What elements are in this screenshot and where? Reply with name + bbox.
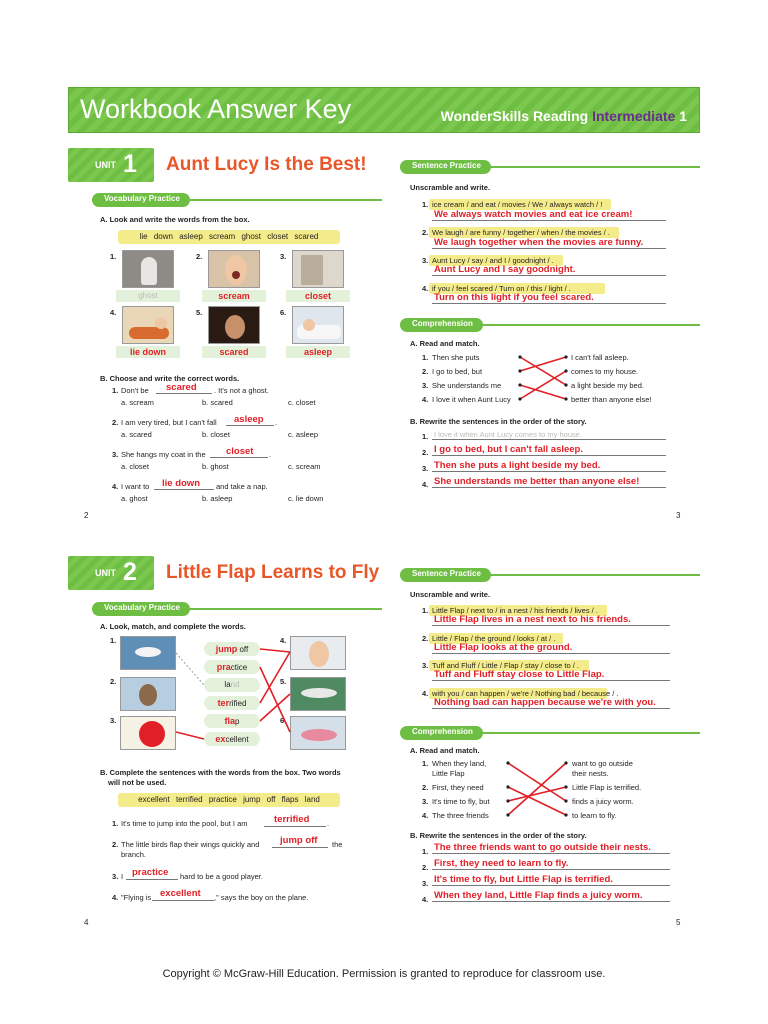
series-level: Intermediate	[592, 108, 676, 124]
match-number: 4.	[422, 395, 429, 404]
chip-answer: jump	[215, 644, 238, 654]
item-text: I am very tired, but I can't fall	[121, 418, 217, 427]
item-number: 4.	[112, 482, 119, 491]
scrambled-prompt: Little Flap / next to / in a nest / his friends / lives / .	[432, 606, 598, 615]
answer-text: When they land, Little Flap finds a juicy worm.	[434, 890, 643, 901]
answer-text: The three friends want to go outside their nests.	[434, 842, 651, 853]
instruction: Unscramble and write.	[410, 183, 491, 192]
unit-word: UNIT	[95, 568, 116, 578]
choice-b: b. closet	[202, 430, 230, 439]
item-number: 4.	[422, 689, 429, 698]
answer-text: excellent	[160, 888, 201, 899]
section-vocabulary-practice: Vocabulary Practice	[92, 602, 190, 616]
match-line	[520, 371, 566, 399]
order-number: 2.	[422, 448, 429, 457]
order-example: I love it when Aunt Lucy comes to my house.	[434, 430, 582, 439]
item-text: the	[332, 840, 343, 849]
scrambled-prompt: Tuff and Fluff / Little / Flap / stay / close to / .	[432, 661, 580, 670]
picture-number: 2.	[196, 252, 203, 261]
item-number: 1.	[112, 819, 119, 828]
match-right: their nests.	[572, 769, 609, 778]
instruction-a: A. Look, match, and complete the words.	[100, 622, 246, 631]
item-text: .	[269, 450, 272, 459]
unit1-panel	[68, 142, 700, 522]
unit-number: 2	[123, 558, 137, 586]
choice-a: a. closet	[121, 462, 149, 471]
unit2-panel	[68, 550, 700, 930]
answer-text: terrified	[274, 814, 310, 825]
answer-text: scared	[166, 382, 197, 393]
answer-text: It's time to fly, but Little Flap is terrified.	[434, 874, 613, 885]
match-line	[508, 763, 566, 801]
match-number: 4.	[422, 811, 429, 820]
series-title	[441, 108, 687, 124]
series-name: WonderSkills Reading	[440, 108, 589, 124]
match-line	[520, 385, 566, 399]
item-number: 1.	[112, 386, 119, 395]
chip-text: p	[235, 717, 240, 726]
chip-text: off	[237, 645, 249, 654]
unit2-title: Little Flap Learns to Fly	[166, 562, 380, 583]
answer-label: lie down	[116, 346, 180, 358]
order-number: 4.	[422, 895, 429, 904]
choice-b: b. ghost	[202, 462, 229, 471]
item-number: 2.	[112, 840, 119, 849]
item-text: hard to be a good player.	[180, 872, 263, 881]
chip-text: rified	[229, 699, 247, 708]
instruction: Unscramble and write.	[410, 590, 491, 599]
item-text: .	[327, 819, 330, 828]
answer-text: Turn on this light if you feel scared.	[434, 292, 594, 303]
match-right: better than anyone else!	[571, 395, 652, 404]
instruction-b: B. Choose and write the correct words.	[100, 374, 240, 383]
chip-answer: ex	[215, 734, 226, 744]
match-right: Little Flap is terrified.	[572, 783, 642, 792]
match-line	[520, 357, 566, 371]
item-number: 2.	[112, 418, 119, 427]
instruction-a: A. Look and write the words from the box.	[100, 215, 250, 224]
order-number: 3.	[422, 879, 429, 888]
match-left: Little Flap	[432, 769, 465, 778]
picture-number: 5.	[196, 308, 203, 317]
item-number: 3.	[112, 872, 119, 881]
match-right: finds a juicy worm.	[572, 797, 634, 806]
page-number-right: 3	[676, 511, 681, 520]
item-number: 1.	[422, 606, 429, 615]
item-text: The little birds flap their wings quickly and	[121, 840, 260, 849]
match-line	[508, 787, 566, 815]
match-left: I love it when Aunt Lucy	[432, 395, 511, 404]
match-left: First, they need	[432, 783, 484, 792]
picture-number: 6.	[280, 308, 287, 317]
order-number: 2.	[422, 863, 429, 872]
item-text: "Flying is	[121, 893, 152, 902]
item-text: I want to	[121, 482, 150, 491]
item-number: 4.	[422, 284, 429, 293]
match-right: I can't fall asleep.	[571, 353, 629, 362]
picture-number: 4.	[110, 308, 117, 317]
item-number: 3.	[112, 450, 119, 459]
match-number: 1.	[422, 353, 429, 362]
match-left: The three friends	[432, 811, 489, 820]
item-text: I	[121, 872, 124, 881]
instruction-a: A. Read and match.	[410, 746, 480, 755]
answer-text: jump off	[280, 835, 318, 846]
picture-number: 2.	[110, 677, 117, 686]
section-sentence-practice: Sentence Practice	[400, 568, 491, 582]
page-number-right: 5	[676, 918, 681, 927]
page-title: Workbook Answer Key	[80, 94, 352, 124]
answer-text: Little Flap lives in a nest next to his friends.	[434, 614, 631, 625]
answer-label: scream	[202, 290, 266, 302]
item-text: ," says the boy on the plane.	[214, 893, 309, 902]
match-number: 1.	[422, 759, 429, 768]
match-right: want to go outside	[572, 759, 633, 768]
answer-text: Tuff and Fluff stay close to Little Flap.	[434, 669, 605, 680]
instruction-b: B. Rewrite the sentences in the order of the story.	[410, 831, 587, 840]
picture-number: 6.	[280, 716, 287, 725]
answer-text: Aunt Lucy and I say goodnight.	[434, 264, 576, 275]
item-text: and take a nap.	[216, 482, 268, 491]
choice-a: a. scream	[121, 398, 154, 407]
picture-number: 1.	[110, 636, 117, 645]
choice-b: b. scared	[202, 398, 233, 407]
order-number: 3.	[422, 464, 429, 473]
item-text: Don't be	[121, 386, 149, 395]
unit-word: UNIT	[95, 160, 116, 170]
word-box: excellent terrified practice jump off flaps land	[118, 793, 340, 807]
answer-text: First, they need to learn to fly.	[434, 858, 569, 869]
item-number: 3.	[422, 256, 429, 265]
choice-c: c. lie down	[288, 494, 324, 503]
chip-text: la	[224, 680, 231, 689]
answer-text: Nothing bad can happen because we're with you.	[434, 697, 656, 708]
scrambled-prompt: We laugh / are funny / together / when / the movies / .	[432, 228, 610, 237]
instruction-a: A. Read and match.	[410, 339, 480, 348]
instruction-b-line2: will not be used.	[108, 778, 167, 787]
answer-text: asleep	[234, 414, 264, 425]
unit1-title: Aunt Lucy Is the Best!	[166, 154, 367, 175]
choice-a: a. scared	[121, 430, 152, 439]
item-text: She hangs my coat in the	[121, 450, 206, 459]
series-level-number: 1	[679, 108, 687, 124]
choice-b: b. asleep	[202, 494, 233, 503]
picture-number: 3.	[280, 252, 287, 261]
match-number: 3.	[422, 797, 429, 806]
order-number: 4.	[422, 480, 429, 489]
answer-text: She understands me better than anyone else!	[434, 476, 640, 487]
item-text: branch.	[121, 850, 147, 859]
scrambled-prompt: with you / can happen / we're / Nothing bad / because / .	[432, 689, 619, 698]
item-text: .	[275, 418, 278, 427]
answer-line	[432, 428, 666, 440]
choice-a: a. ghost	[121, 494, 148, 503]
match-right: to learn to fly.	[572, 811, 617, 820]
match-right: comes to my house.	[571, 367, 639, 376]
choice-c: c. asleep	[288, 430, 319, 439]
scrambled-prompt: Little / Flap / the ground / looks / at / .	[432, 634, 556, 643]
chip-example: nd	[230, 680, 240, 689]
choice-c: c. closet	[288, 398, 316, 407]
picture-number: 4.	[280, 636, 287, 645]
scrambled-prompt: ice cream / and eat / movies / We / always watch / !	[432, 200, 603, 209]
answer-text: We laugh together when the movies are funny.	[434, 237, 644, 248]
chip-text: ctice	[230, 663, 248, 672]
order-number: 1.	[422, 432, 429, 441]
item-number: 3.	[422, 661, 429, 670]
match-right: a light beside my bed.	[571, 381, 644, 390]
match-lines	[68, 550, 700, 930]
scrambled-prompt: if you / feel scared / Turn on / this / light / .	[432, 284, 571, 293]
section-vocabulary-practice: Vocabulary Practice	[92, 193, 190, 207]
item-text: It's time to jump into the pool, but I am	[121, 819, 248, 828]
match-left: When they land,	[432, 759, 487, 768]
match-left: I go to bed, but	[432, 367, 483, 376]
item-number: 1.	[422, 200, 429, 209]
match-number: 2.	[422, 367, 429, 376]
item-number: 2.	[422, 634, 429, 643]
answer-text: practice	[132, 867, 169, 878]
chip-answer: ter	[217, 698, 230, 708]
item-number: 4.	[112, 893, 119, 902]
order-number: 1.	[422, 847, 429, 856]
item-number: 2.	[422, 228, 429, 237]
picture-number: 5.	[280, 677, 287, 686]
chip-answer: pra	[216, 662, 231, 672]
answer-text: We always watch movies and eat ice cream!	[434, 209, 633, 220]
match-left: Then she puts	[432, 353, 480, 362]
copyright-notice: Copyright © McGraw-Hill Education. Permission is granted to reproduce for classroom use.	[162, 968, 606, 980]
answer-text: I go to bed, but I can't fall asleep.	[434, 444, 583, 455]
picture-number: 1.	[110, 252, 117, 261]
answer-text: closet	[226, 446, 254, 457]
word-box: lie down asleep scream ghost closet scared	[118, 230, 340, 244]
page-number-left: 2	[84, 511, 89, 520]
item-text: . It's not a ghost.	[214, 386, 269, 395]
page-number-left: 4	[84, 918, 89, 927]
scrambled-prompt: Aunt Lucy / say / and I / goodnight / .	[432, 256, 554, 265]
match-left: It's time to fly, but	[432, 797, 490, 806]
answer-label: scared	[202, 346, 266, 358]
answer-label: ghost	[116, 290, 180, 302]
answer-text: Then she puts a light beside my bed.	[434, 460, 601, 471]
answer-label: closet	[286, 290, 350, 302]
picture-number: 3.	[110, 716, 117, 725]
section-sentence-practice: Sentence Practice	[400, 160, 491, 174]
match-line	[520, 357, 566, 385]
answer-label: asleep	[286, 346, 350, 358]
chip-answer: fla	[224, 716, 236, 726]
instruction-b-line1: B. Complete the sentences with the words from the box. Two words	[100, 768, 341, 777]
answer-text: Little Flap looks at the ground.	[434, 642, 573, 653]
section-comprehension: Comprehension	[400, 318, 483, 332]
header-banner	[68, 87, 700, 133]
section-comprehension: Comprehension	[400, 726, 483, 740]
match-number: 2.	[422, 783, 429, 792]
match-left: She understands me	[432, 381, 502, 390]
answer-text: lie down	[162, 478, 200, 489]
unit-number: 1	[123, 150, 137, 178]
match-number: 3.	[422, 381, 429, 390]
instruction-b: B. Rewrite the sentences in the order of the story.	[410, 417, 587, 426]
chip-text: cellent	[225, 735, 249, 744]
choice-c: c. scream	[288, 462, 321, 471]
